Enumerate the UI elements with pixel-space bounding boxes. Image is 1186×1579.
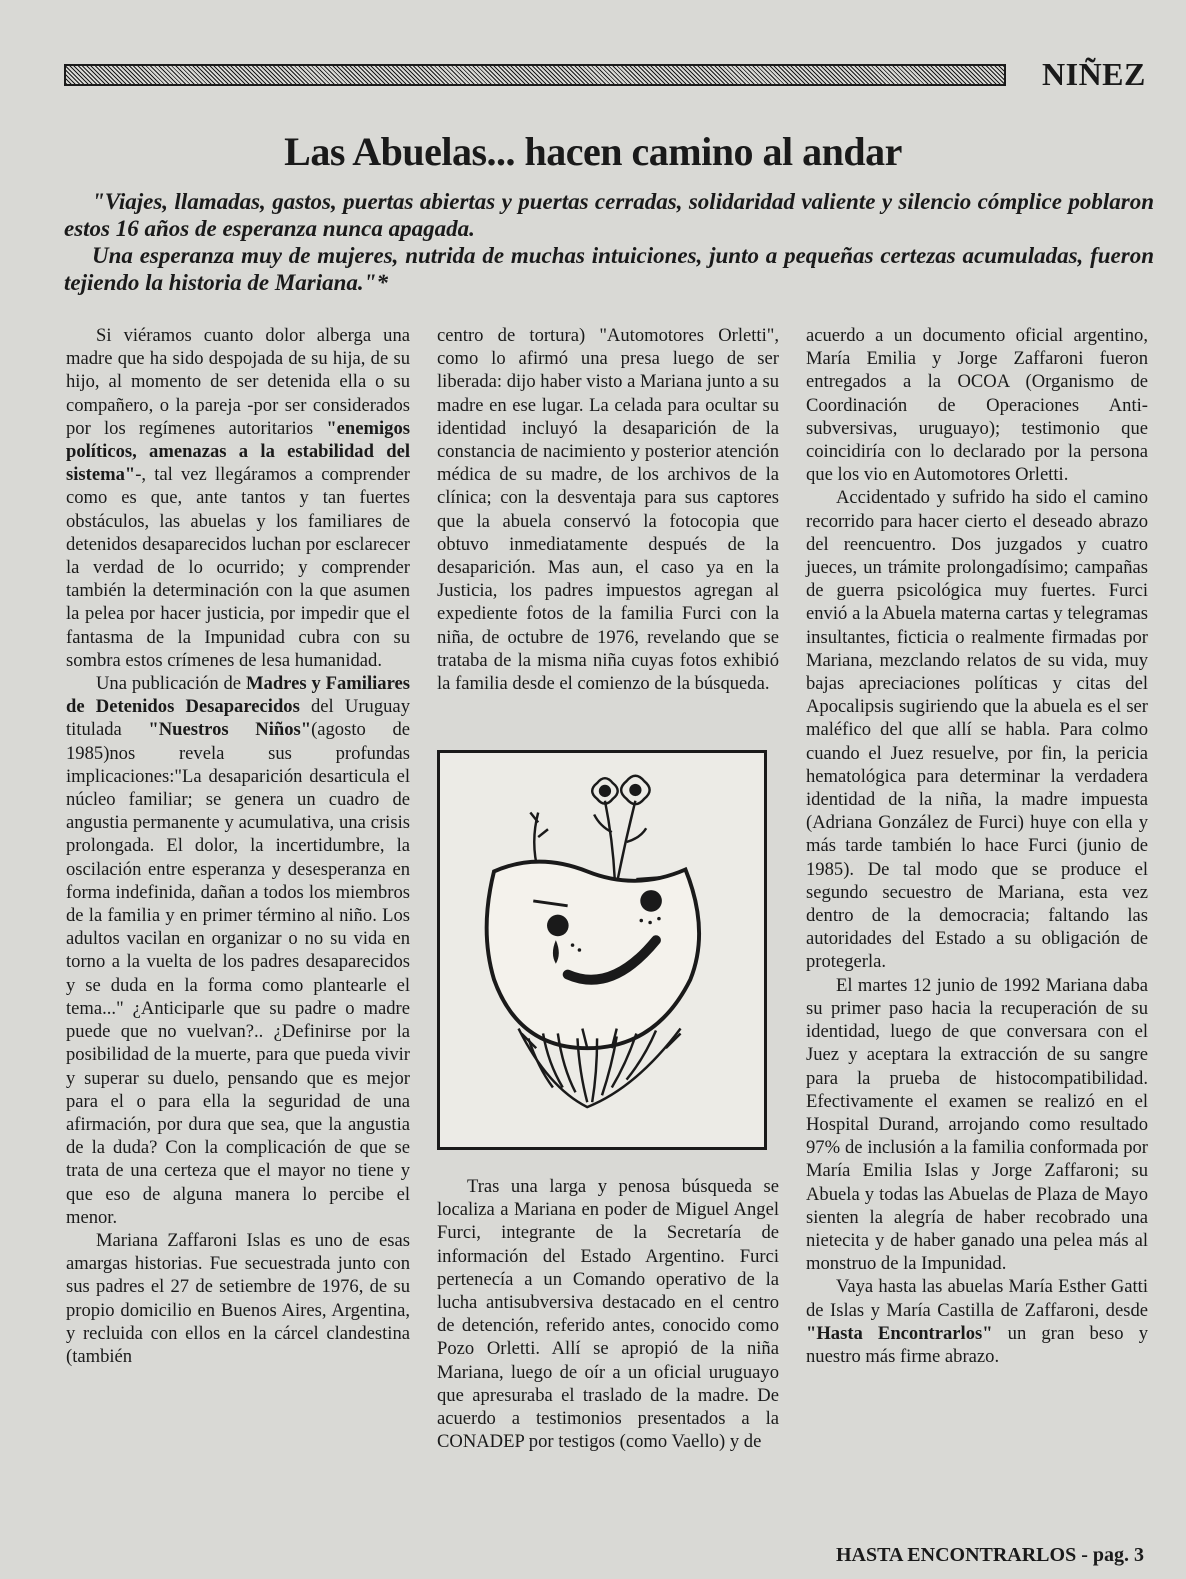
illustration-flowerpot-face <box>437 750 767 1150</box>
text-run: Vaya hasta las abuelas María Esther Gatti de Islas y María Castilla de Zaffaroni, desde <box>806 1276 1148 1321</box>
body-paragraph: Accidentado y sufrido ha sido el camino recorrido para hacer cierto el deseado abrazo del reencuentro. Dos juzgados y cuatro jueces, un trámite prolongadísimo; campañas de guerra psicológica muy fuertes. Furci envió a la Abuela materna cartas y telegramas insultantes, ficticia o realmente firmadas por Mariana, mezclando relatos de su vida, muy bajas apreciaciones políticas y citas del Apocalipsis sugiriendo que la abuela es el ser maléfico del que allí se habla. Para colmo cuando el Juez resuelve, por fin, la pericia hematológica para determinar la verdadera identidad de la niña, la madre impuesta (Adriana González de Furci) huye con ella y más tarde también lo hace Furci (junio de 1985). De tal modo que se produce el segundo secuestro de Mariana, esta vez dentro de la democracia; faltando las autoridades del Estado a su obligación de protegerla. <box>806 487 1148 973</box>
body-paragraph: Tras una larga y penosa búsqueda se localiza a Mariana en poder de Miguel Angel Furci, integrante de la Secretaría de información del Estado Argentino. Furci pertenecía a un Comando operativo de la lucha antisubversiva destacado en el centro de detención, referido antes, conocido como Pozo Orletti. Allí se apropió de la niña Mariana, luego de oír a un oficial uruguayo que apresuraba el traslado de la madre. De acuerdo a testimonios presentados a la CONADEP por testigos (como Vaello) y de <box>437 1176 779 1453</box>
bold-run: "Hasta Encontrarlos" <box>806 1322 993 1344</box>
section-label: NIÑEZ <box>1042 56 1146 92</box>
text-run: (agosto de 1985)nos revela sus profundas implicaciones:"La desaparición desarticula el núcleo familiar; se genera un cuadro de angustia permanente y acumulativa, una crisis prolongada. El dolor, la incertidumbre, la oscilación entre esperanza y desesperanza en forma indefinida, dañan a todos los miembros de la familia y en primer término al niño. Los adultos vacilan en organizar o no su vida en torno a la vuelta de los padres desaparecidos y se duda en la forma como plantearle el tema..." ¿Anticiparle que su padre o madre puede que no vuelvan?.. ¿Definirse por la posibilidad de la muerte, para que pueda vivir y superar su duelo, pensando que es mejor para el o para ella la seguridad de una afirmación, por dura que sea, que la angustia de la duda? Con la complicación de que se trata de una certeza que el mayor no tiene y que eso de alguna manera lo percibe el menor. <box>66 719 410 1228</box>
column-middle-bottom <box>437 1175 779 1453</box>
text-run: Si viéramos cuanto dolor alberga una madre que ha sido despojada de su hija, de su hijo, al momento de ser detenida ella o su compañero, o la pareja -por ser considerados por los regímenes autoritarios <box>66 325 410 439</box>
text-run: -, tal vez llegáramos a comprender como es que, ante tantos y tan fuertes obstáculos, las abuelas y los familiares de detenidos desaparecidos luchan por esclarecer la verdad de lo ocurrido; y comprender también la determinación con la que asumen la pelea por hacer justicia, por impedir que el fantasma de la Impunidad cubra con su sombra estos crímenes de lesa humanidad. <box>66 464 410 671</box>
pot-face-icon <box>487 862 699 1049</box>
bold-run: "enemigos políticos, amenazas a la estabilidad del sistema" <box>66 417 410 486</box>
body-paragraph: centro de tortura) "Automotores Orletti", como lo afirmó una presa luego de ser liberada: dijo haber visto a Mariana junto a su madre en ese lugar. La celada para ocultar su identidad incluyó la desaparición de la constancia de nacimiento y posterior atención médica de su madre, de los archivos de la clínica; con la desventaja para sus captores que la abuela conservó la fotocopia que obtuvo inmediatamente después de la desaparición. Mas aun, el caso ya en la Justicia, los padres impuestos agregan al expediente fotos de la familia Furci con la niña, de octubre de 1976, revelando que se trataba de la misma niña cuyas fotos exhibió la familia desde el comienzo de la búsqueda. <box>437 325 779 695</box>
text-run: un gran beso y nuestro más firme abrazo. <box>806 1322 1148 1367</box>
flowerpot-face-drawing <box>440 753 764 1147</box>
article-intro <box>64 188 1154 296</box>
bold-run: "Nuestros Niños" <box>148 719 312 741</box>
body-paragraph <box>66 324 410 672</box>
column-right <box>806 324 1148 1368</box>
body-paragraph <box>66 672 410 1229</box>
intro-paragraph: "Viajes, llamadas, gastos, puertas abiertas y puertas cerradas, solidaridad valiente y silencio cómplice poblaron estos 16 años de esperanza nunca apagada. <box>64 189 1154 241</box>
body-paragraph <box>806 1275 1148 1368</box>
article-title: Las Abuelas... hacen camino al andar <box>284 129 902 174</box>
text-run: Una publicación de <box>96 673 246 695</box>
body-paragraph: El martes 12 junio de 1992 Mariana daba su primer paso hacia la recuperación de su identidad, luego de que conversara con el Juez y aceptara la extracción de su sangre para la prueba de histocompatibilidad. Efectivamente el examen se realizó en el Hospital Durand, arrojando como resultado 97% de inclusión a la familia conformada por María Emilia Islas y Jorge Zaffaroni; su Abuela y todas las Abuelas de Plaza de Mayo sienten la alegría de haber recobrado una nietecita y de haber ganado una pelea más al monstruo de la Impunidad. <box>806 974 1148 1275</box>
header-rule <box>64 64 1006 86</box>
body-paragraph: Mariana Zaffaroni Islas es uno de esas amargas historias. Fue secuestrada junto con sus padres el 27 de setiembre de 1976, de su propio domicilio en Buenos Aires, Argentina, y recluida con ellos en la cárcel clandestina (también <box>66 1229 410 1367</box>
intro-paragraph: Una esperanza muy de mujeres, nutrida de muchas intuiciones, junto a pequeñas certezas acumuladas, fueron tejiendo la historia de Mariana."* <box>64 243 1154 295</box>
page-footer: HASTA ENCONTRARLOS - pag. 3 <box>835 1544 1144 1566</box>
column-left <box>66 324 410 1368</box>
bold-run: Madres y Familiares de Detenidos Desaparecidos <box>66 673 410 718</box>
body-paragraph: acuerdo a un documento oficial argentino, María Emilia y Jorge Zaffaroni fueron entregados a la OCOA (Organismo de Coordinación de Operaciones Anti-subversivas, uruguayo); testimonio que coincidiría con lo declarado por la persona que los vio en Automotores Orletti. <box>806 325 1148 486</box>
column-middle-top <box>437 324 779 695</box>
text-run: del Uruguay titulada <box>66 696 410 741</box>
